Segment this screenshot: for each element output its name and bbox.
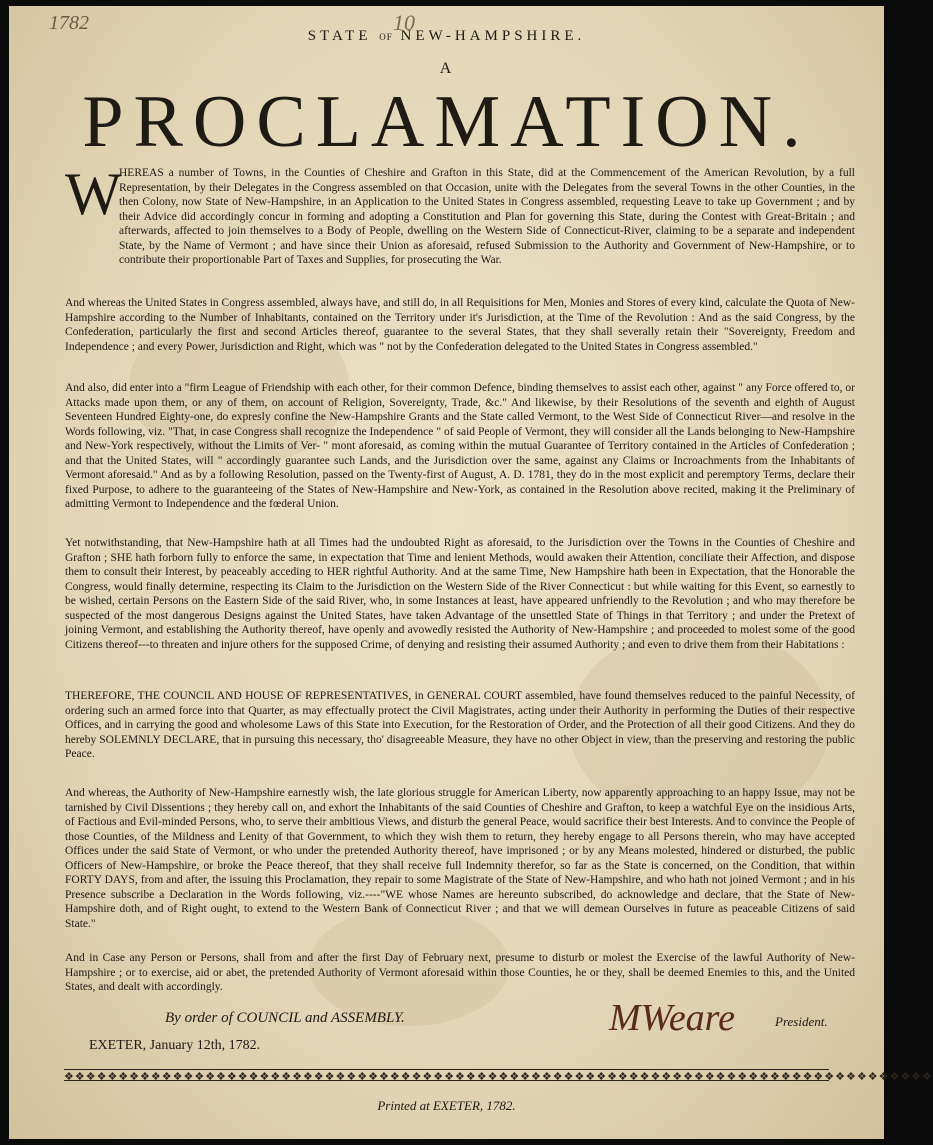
drop-cap: W [65,161,122,227]
ornament-border: ❖❖❖❖❖❖❖❖❖❖❖❖❖❖❖❖❖❖❖❖❖❖❖❖❖❖❖❖❖❖❖❖❖❖❖❖❖❖❖❖❖❖❖❖❖❖❖❖❖❖❖❖❖❖❖❖❖❖❖❖❖❖❖❖❖❖❖❖❖❖❖❖❖❖❖❖❖❖❖❖ [64,1071,933,1083]
signature: MWeare [609,997,735,1039]
date-line: EXETER, January 12th, 1782. [89,1038,261,1053]
paragraph-whereas-authority: And whereas, the Authority of New-Hampshire earnestly wish, the late glorious struggle for American Liberty, now apparently approaching to an happy Issue, may not be tarnished by Civil Dissentions ; they hereby call on, and exhort the Inhabitants of the said Counties of Cheshire and Grafton, to keep a watchful Eye on the insidious Arts, of Factious and Evil-minded Persons, who, to serve their ambitious Views, and disturb the general Peace, would sacrifice their best Interests. And to convince the People of those Counties, of the Mildness and Lenity of that Government, to which they wish them to return, they hereby engage to all Persons therein, who may have accepted Offices under the said State of Vermont, or who under the pretended Authority thereof, have imprisoned ; or by any Means molested, hindered or disturbed, the public Officers of New-Hampshire, or broke the Peace thereof, that they shall receive full Indemnity therefor, so far as the State is concerned, on the Condition, that within FORTY DAYS, from and after, the issuing this Proclamation, they repair to some Magistrate of the State of New-Hampshire, and who hath not joined Vermont ; and in his Presence subscribe a Declaration in the Words following, viz.----"WE whose Names are hereunto subscribed, do acknowledge and declare, that the State of New-Hampshire doth, and of Right ought, to extend to the Western Bank of Connecticut River ; and that we will demean Ourselves in future as peaceable Citizens of said State." [65,787,855,930]
paragraph-notwithstanding: Yet notwithstanding, that New-Hampshire hath at all Times had the undoubted Right as aforesaid, to the Jurisdiction over the Towns in the Counties of Cheshire and Grafton ; SHE hath forborn fully to enforce the same, in expectation that Time and lenient Methods, would awaken their Attention, conciliate their Affection, and dispose them to consult their Interest, by peaceably acceding to HER rightful Authority. And at the same Time, New Hampshire hath been in Expectation, that the Honorable the Congress, would finally determine, respecting its Claim to the Jurisdiction on the Western Side of the River Connecticut : but while waiting for this Event, so earnestly to be wished, certain Persons on the Eastern Side of the said River, who, in some Instances at least, have appeared unfriendly to the Revolution ; and who may therefore be suspected of the most dangerous Designs against the United States, have taken Advantage of the unsettled State of Things in that Territory ; and under the Pretext of joining Vermont, and establishing the Authority thereof, have openly and avowedly resisted the Authority of New-Hampshire ; and proceeded to molest some of the good Citizens thereof---to threaten and injure others for the supposed Crime, of denying and resisting their assumed Authority ; and even to drive them from their Habitations : [65,537,855,651]
handwritten-number: 10 [393,10,415,35]
state-heading [9,28,884,45]
state-word: STATE [307,28,372,44]
paragraph-congress-quota: And whereas the United States in Congress assembled, always have, and still do, in all Requisitions for Men, Monies and Stores of every kind, calculate the Quota of New-Hampshire according to the Number of Inhabitants, contained on the Territory under it's Jurisdiction, at the Time of the Revolution : And as the said Congress, by the Confederation, particularly the first and second Articles thereof, guarantee to the several States, that they shall severally retain their "Sovereignty, Freedom and Independence ; and every Power, Jurisdiction and Right, which was " not by the Confederation delegated to the United States in Congress assembled." [65,297,855,353]
state-of-word: OF [379,32,393,42]
paragraph-therefore: THEREFORE, THE COUNCIL AND HOUSE OF REPRESENTATIVES, in GENERAL COURT assembled, have found themselves reduced to the painful Necessity, of ordering such an armed force into that Quarter, as may effectually protect the Civil Magistrates, acting under their Authority in performing the Duties of their respective Offices, and in carrying the good and wholesome Laws of this State into Execution, for the Restoration of Order, and the Protection of all their good Citizens. And they do hereby SOLEMNLY DECLARE, that in pursuing this necessary, tho' disagreeable Measure, they have no other Object in view, than the preserving and restoring the public Peace. [65,690,855,760]
page-title: PROCLAMATION. [82,81,811,163]
article-a: A [439,60,454,77]
printer-imprint: Printed at EXETER, 1782. [377,1098,516,1113]
paragraph-league-friendship: And also, did enter into a "firm League of Friendship with each other, for their common Defence, binding themselves to assist each other, against " any Force offered to, or Attacks made upon them, or any of them, on account of Religion, Sovereignty, Trade, &c." And likewise, by their Resolutions of the seventh and eighth of August Seventeen Hundred Eighty-one, do expresly confine the New-Hampshire Grants and the State called Vermont, to the West Side of Connecticut River—and resolve in the Words following, viz. "That, in case Congress shall recognize the Independence " of said People of Vermont, they will consider all the Lands belonging to New-Hampshire and New-York respectively, without the Limits of Ver- " mont aforesaid, as coming within the mutual Guarantee of Territory contained in the Articles of Confederation ; and that the United States, will " accordingly guarantee such Lands, and the Jurisdiction over the same, against any Claims or Incroachments from the Inhabitants of Vermont aforesaid." And as by a following Resolution, passed on the Twenty-first of August, A. D. 1781, they do in the most explicit and peremptory Terms, declare their fixed Purpose, to adhere to the guaranteeing of the States of New-Hampshire and New-York, as contained in the Resolution above recited, making it the Preliminary of admitting Vermont to Independence and the fœderal Union. [65,382,855,510]
handwritten-year-note: 1782 [49,12,89,34]
state-name: NEW-HAMPSHIRE. [400,28,586,44]
president-title: President. [775,1014,828,1029]
proclamation-sheet [9,6,933,1139]
order-line: By order of COUNCIL and ASSEMBLY. [165,1010,405,1026]
paragraph-in-case: And in Case any Person or Persons, shall from and after the first Day of February next, presume to disturb or molest the Exercise of the lawful Authority of New-Hampshire ; or to exercise, aid or abet, the pretended Authority of Vermont aforesaid within those Counties, he or they, shall be deemed Enemies to this, and the United States, and dealt with accordingly. [65,952,855,993]
paragraph-whereas: HEREAS a number of Towns, in the Counties of Cheshire and Grafton in this State, did at the Commencement of the American Revolution, by a full Representation, by their Delegates in the Congress assembled on that Occasion, unite with the Delegates from the several Towns in the other Counties, in the then Colony, now State of New-Hampshire, in an Application to the United States in Congress assembled, requesting Leave to take up Government ; and by their Advice did accordingly concur in forming and adopting a Constitution and Plan for governing this State, during the Contest with Great-Britain ; and afterwards, affected to join themselves to a Body of People, dwelling on the Western Side of Connecticut-River, claiming to be a separate and independent State, by the Name of Vermont ; and have since their Union as aforesaid, refused Submission to the Authority and Government of New-Hampshire, or to contribute their proportionable Part of Taxes and Supplies, for prosecuting the War. [119,167,855,266]
